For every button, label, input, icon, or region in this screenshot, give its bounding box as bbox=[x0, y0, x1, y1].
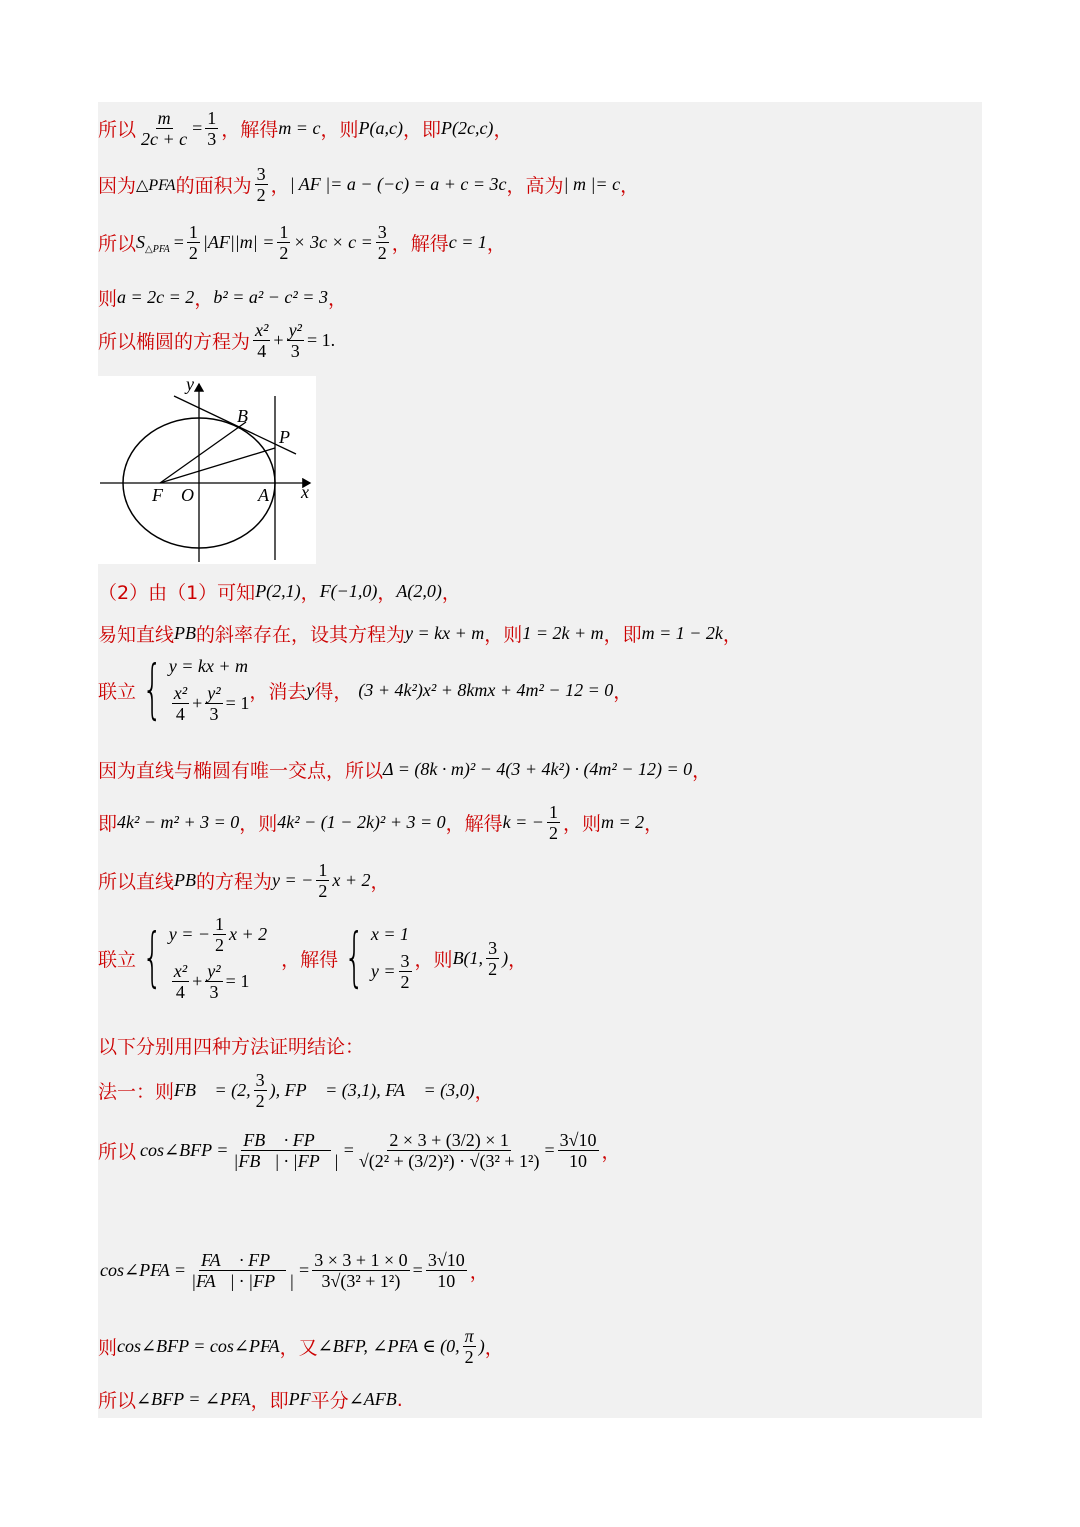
text: ，则 bbox=[562, 813, 601, 835]
fraction: $\frac{3√10}{10}$ bbox=[559, 1130, 597, 1171]
fraction: $\frac{2 \times 3 + (3/2) \times 1}{\text{√(2² + (3/2)²) · √(3² + 1²)}}$ bbox=[358, 1130, 540, 1171]
solution-line-1 bbox=[98, 108, 512, 149]
equals: = bbox=[173, 232, 184, 252]
text: ，则 bbox=[414, 948, 453, 971]
text: ，解得 bbox=[391, 233, 449, 255]
math: ∠BFP = ∠PFA bbox=[136, 1389, 251, 1409]
math: m = 1 − 2k bbox=[641, 623, 723, 643]
text: 即 bbox=[98, 813, 118, 835]
text: ， bbox=[722, 624, 742, 646]
text: 所以 bbox=[98, 233, 137, 255]
text: 则 bbox=[98, 1337, 118, 1359]
fraction: $\frac{1}{2}$ bbox=[548, 802, 558, 843]
text: ，则 bbox=[320, 119, 359, 141]
text: ，高为 bbox=[506, 175, 564, 197]
solution-line-15 bbox=[98, 1130, 621, 1171]
text: ， bbox=[327, 288, 347, 310]
text: ， bbox=[620, 175, 640, 197]
subscript: △PFA bbox=[145, 244, 170, 255]
text: ， bbox=[644, 813, 664, 835]
solution-line-10 bbox=[98, 802, 663, 843]
text: ， bbox=[474, 1081, 494, 1103]
math: P(a,c) bbox=[358, 118, 403, 138]
label-O: O bbox=[181, 485, 194, 505]
segment-FP bbox=[160, 448, 275, 483]
math: × 3c × c = bbox=[293, 232, 373, 252]
solution-line-3 bbox=[98, 222, 506, 263]
equals: = bbox=[192, 118, 203, 138]
math: b² = a² − c² = 3 bbox=[213, 287, 328, 307]
fraction: $\frac{3√10}{10}$ bbox=[427, 1250, 465, 1291]
math: PF bbox=[288, 1389, 311, 1409]
solution-line-17 bbox=[98, 1326, 504, 1367]
text: ，又 bbox=[279, 1337, 318, 1359]
tangent-line-PB bbox=[174, 396, 296, 454]
text: 因为 bbox=[98, 175, 137, 197]
math: Δ = (8k · m)² − 4(3 + 4k²) · (4m² − 12) = 0 bbox=[383, 759, 693, 779]
plus: + bbox=[273, 330, 284, 350]
fraction: $\frac{\pi}{2}$ bbox=[464, 1326, 474, 1367]
math: B(1, bbox=[452, 947, 484, 968]
segment-FB bbox=[160, 422, 246, 483]
math: P(2,1) bbox=[255, 581, 301, 601]
text: 法一：则 bbox=[98, 1081, 175, 1103]
math: y bbox=[306, 679, 315, 700]
text: ， bbox=[601, 1141, 621, 1163]
math: 1 = 2k + m bbox=[522, 623, 604, 643]
label-B: B bbox=[237, 406, 248, 426]
label-P: P bbox=[279, 427, 290, 447]
math: a = 2c = 2 bbox=[117, 287, 195, 307]
label-y: y bbox=[186, 376, 194, 394]
text: ， bbox=[377, 582, 397, 604]
text: 所以直线 bbox=[98, 871, 175, 893]
solution-line-8 bbox=[98, 653, 633, 727]
text: 所以 bbox=[98, 119, 137, 141]
text: （2）由（1）可知 bbox=[98, 582, 256, 604]
fraction: $\frac{3}{2}$ bbox=[255, 1070, 265, 1111]
fraction: $\frac{\text{x²}}{4}$ bbox=[255, 320, 269, 361]
fraction: $\frac{FA⃗ \cdot FP⃗}{|FA⃗| \cdot |FP⃗|}$ bbox=[191, 1250, 295, 1291]
equals: = bbox=[412, 1260, 423, 1280]
math: |AF||m| = bbox=[202, 232, 275, 252]
text: ，消去 bbox=[249, 680, 307, 703]
math: 4k² − (1 − 2k)² + 3 = 0 bbox=[277, 812, 446, 832]
text: ， bbox=[613, 680, 633, 703]
math: cos∠BFP = cos∠PFA bbox=[117, 1336, 280, 1356]
text: 所以 bbox=[98, 1390, 137, 1412]
math: 4k² − m² + 3 = 0 bbox=[117, 812, 240, 832]
text: ，解得 bbox=[281, 948, 339, 971]
text: ， bbox=[484, 1337, 504, 1359]
solution-line-18 bbox=[98, 1386, 403, 1413]
equation-system: { y = − $\frac{1}{2}$ x + 2 $\frac{\text{x²}}{4}$ + $\frac{\text{y²}}{3}$ = 1 bbox=[142, 914, 268, 1002]
solution-line-6 bbox=[98, 578, 461, 605]
text: 得， bbox=[314, 680, 353, 703]
fraction: $\frac{1}{2}$ bbox=[318, 860, 328, 901]
text: 的方程为 bbox=[196, 871, 273, 893]
solution-line-2 bbox=[98, 164, 639, 205]
text: 易知直线 bbox=[98, 624, 175, 646]
text: ，即 bbox=[603, 624, 642, 646]
math: = 1. bbox=[306, 330, 336, 350]
math: m = c bbox=[278, 118, 321, 138]
text: 的斜率存在，设其方程为 bbox=[196, 624, 406, 646]
math: P(2c,c) bbox=[440, 118, 494, 138]
math: S bbox=[136, 232, 146, 252]
text: 平分 bbox=[310, 1390, 349, 1412]
math: | m |= c bbox=[563, 174, 621, 194]
ellipse-diagram bbox=[98, 376, 316, 564]
text: ， bbox=[300, 582, 320, 604]
fraction: $\frac{3}{2}$ bbox=[377, 222, 387, 263]
fraction: $\frac{\text{y²}}{3}$ bbox=[288, 320, 302, 361]
text: ， bbox=[194, 288, 214, 310]
solution-line-11 bbox=[98, 860, 389, 901]
math: ) bbox=[478, 1336, 485, 1356]
text: ，则 bbox=[484, 624, 523, 646]
math: y = kx + m bbox=[168, 656, 248, 676]
fraction: $\frac{3 \times 3 + 1 \times 0}{\text{3√(3² + 1²)}}$ bbox=[314, 1250, 408, 1291]
math: x + 2 bbox=[332, 870, 371, 890]
text: ，解得 bbox=[221, 119, 279, 141]
ellipse-figure bbox=[98, 376, 316, 564]
math: (3 + 4k²)x² + 8kmx + 4m² − 12 = 0 bbox=[358, 679, 614, 700]
math: PB bbox=[174, 623, 197, 643]
math: ∠AFB bbox=[348, 1389, 397, 1409]
text: ， bbox=[441, 582, 461, 604]
text: ，即 bbox=[250, 1390, 289, 1412]
fraction: $\frac{m}{2c + c}$ bbox=[141, 108, 188, 149]
math: △PFA bbox=[136, 176, 176, 194]
math: A(2,0) bbox=[396, 581, 442, 601]
fraction: $\frac{1}{2}$ bbox=[188, 222, 198, 263]
text: 因为直线与椭圆有唯一交点，所以 bbox=[98, 760, 384, 782]
text: ， bbox=[508, 948, 528, 971]
text: 以下分别用四种方法证明结论： bbox=[98, 1036, 365, 1058]
fraction: $\frac{1}{3}$ bbox=[207, 108, 217, 149]
text: ，则 bbox=[239, 813, 278, 835]
text: 的面积为 bbox=[175, 175, 252, 197]
solution-line-5 bbox=[98, 320, 335, 361]
text: 则 bbox=[98, 288, 118, 310]
fraction: $\frac{FB⃗ \cdot FP⃗}{|FB⃗| \cdot |FP⃗|}$ bbox=[233, 1130, 339, 1171]
text: 所以椭圆的方程为 bbox=[98, 331, 251, 353]
text: ， bbox=[469, 1261, 489, 1283]
fraction: $\frac{3}{2}$ bbox=[488, 937, 498, 979]
text: 联立 bbox=[98, 948, 137, 971]
text: ， bbox=[270, 175, 290, 197]
solution-line-14 bbox=[98, 1070, 494, 1111]
text: ，解得 bbox=[445, 813, 503, 835]
text: ， bbox=[486, 233, 506, 255]
math: cos∠BFP = bbox=[140, 1140, 229, 1160]
math: ) bbox=[502, 947, 509, 968]
label-x: x bbox=[301, 482, 309, 502]
math: y = − bbox=[272, 870, 314, 890]
math: PB bbox=[174, 870, 197, 890]
solution-line-13 bbox=[98, 1032, 364, 1059]
equation-system: { y = kx + m $\frac{\text{x²}}{4}$ + $\frac{\text{y²}}{3}$ = 1 bbox=[142, 653, 250, 727]
text: ， bbox=[493, 119, 513, 141]
equals: = bbox=[544, 1140, 555, 1160]
math: c = 1 bbox=[448, 232, 487, 252]
equals: = bbox=[343, 1140, 354, 1160]
text: . bbox=[396, 1388, 403, 1411]
text: ， bbox=[692, 760, 712, 782]
math: y = kx + m bbox=[405, 623, 485, 643]
math: ), FP⃗ = (3,1), FA⃗ = (3,0) bbox=[269, 1080, 475, 1100]
text: ，即 bbox=[402, 119, 441, 141]
solution-line-12 bbox=[98, 914, 527, 1002]
math: | AF |= a − (−c) = a + c = 3c bbox=[289, 174, 507, 194]
solution-line-9 bbox=[98, 756, 711, 783]
label-F: F bbox=[152, 485, 163, 505]
label-A: A bbox=[258, 485, 269, 505]
solution-line-16 bbox=[98, 1250, 489, 1291]
math: m = 2 bbox=[600, 812, 645, 832]
math: cos∠PFA = bbox=[100, 1260, 187, 1280]
math: k = − bbox=[502, 812, 544, 832]
solution-line-7 bbox=[98, 620, 742, 647]
math: FB⃗ = (2, bbox=[174, 1080, 251, 1100]
text: ， bbox=[370, 871, 390, 893]
text: 联立 bbox=[98, 680, 137, 703]
solution-line-4 bbox=[98, 284, 347, 311]
equals: = bbox=[299, 1260, 310, 1280]
math: F(−1,0) bbox=[319, 581, 378, 601]
text: 所以 bbox=[98, 1141, 137, 1163]
math: ∠BFP, ∠PFA ∈ (0, bbox=[317, 1336, 460, 1356]
solution-system: { x = 1 y = $\frac{3}{2}$ bbox=[344, 921, 410, 995]
fraction: $\frac{3}{2}$ bbox=[256, 164, 266, 205]
fraction: $\frac{1}{2}$ bbox=[279, 222, 289, 263]
